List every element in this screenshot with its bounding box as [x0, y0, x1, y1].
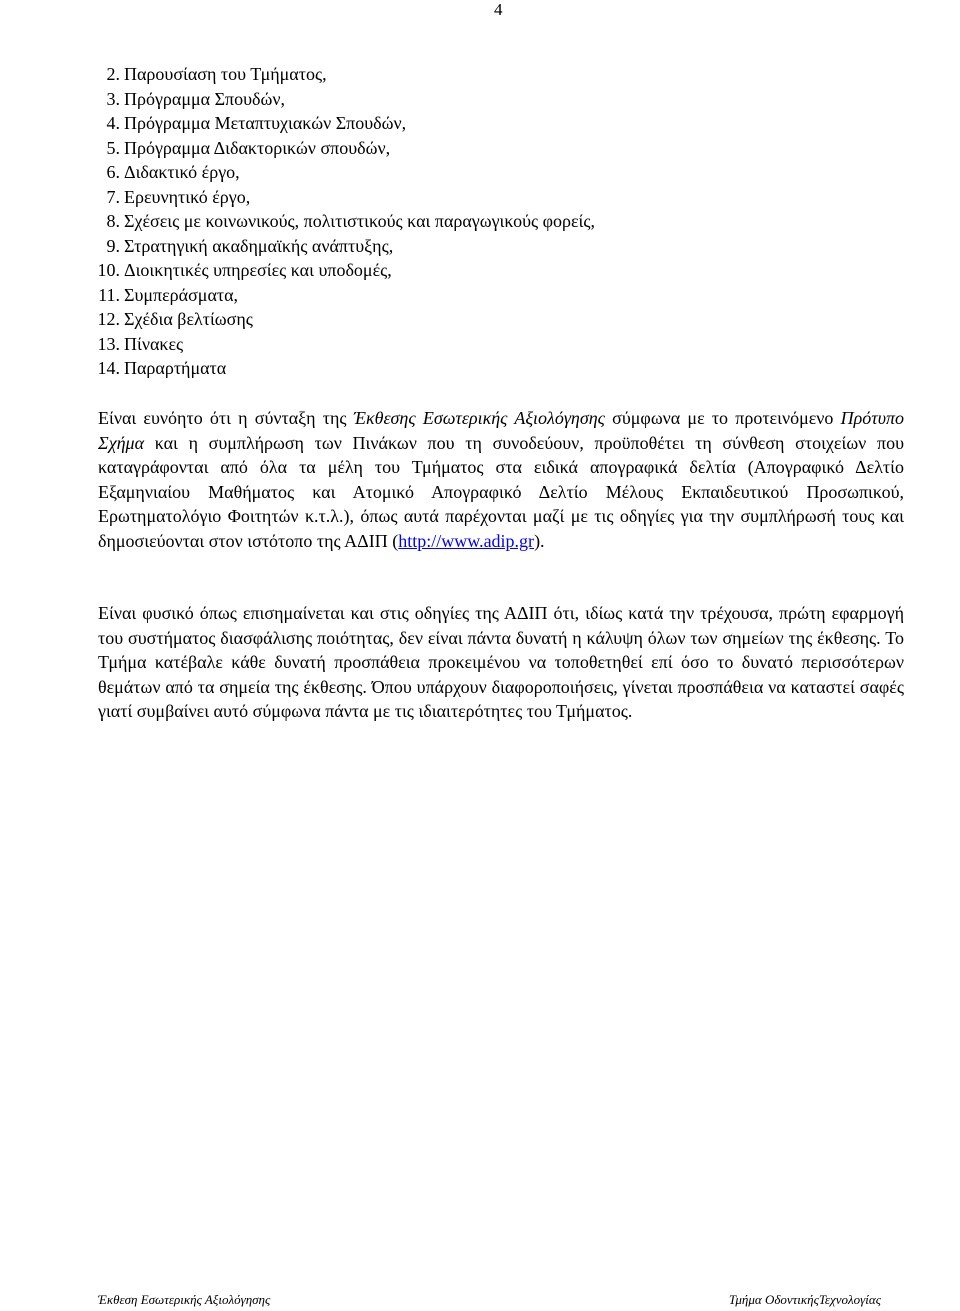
paragraph-text: Είναι ευνόητο ότι η σύνταξη της: [98, 408, 354, 428]
list-item: [0, 258, 595, 283]
list-item-number: 2.: [106, 64, 120, 84]
list-item-number: 3.: [106, 88, 120, 109]
paragraph-requirements: [98, 406, 904, 553]
list-item-label: Σχέσεις με κοινωνικούς, πολιτιστικούς και παραγωγικούς φορείς,: [124, 211, 596, 231]
list-item-label: Συμπεράσματα,: [124, 284, 239, 305]
list-item-number: 6.: [106, 162, 120, 182]
list-item-number: 10.: [97, 260, 120, 280]
list-item-label: Πρόγραμμα Διδακτορικών σπουδών,: [124, 137, 391, 158]
list-item: [0, 283, 595, 308]
list-item: [0, 62, 595, 87]
list-item-number: 5.: [106, 137, 120, 158]
list-item-label: Ερευνητικό έργο,: [124, 186, 251, 207]
list-item: [0, 332, 595, 357]
list-item-label: Διοικητικές υπηρεσίες και υποδομές,: [124, 260, 392, 280]
list-item-number: 11.: [98, 284, 120, 305]
report-title-emphasis: Έκθεσης Εσωτερικής Αξιολόγησης: [353, 408, 605, 428]
list-item-number: 8.: [106, 211, 120, 231]
list-item-number: 13.: [97, 333, 120, 354]
list-item: [0, 209, 595, 234]
paragraph-text: ).: [534, 530, 545, 551]
list-item-number: 14.: [97, 358, 120, 378]
list-item-label: Στρατηγική ακαδημαϊκής ανάπτυξης,: [124, 235, 394, 256]
list-item: [0, 111, 595, 136]
page-number: 4: [494, 0, 503, 19]
footer-department: Τμήμα ΟδοντικήςΤεχνολογίας: [728, 1292, 881, 1307]
list-item-label: Παρουσίαση του Τμήματος,: [124, 64, 327, 84]
list-item: [0, 160, 595, 185]
list-item: [0, 136, 595, 161]
paragraph-text: σύμφωνα με το προτεινόμενο: [604, 408, 841, 428]
adip-website-link[interactable]: http://www.adip.gr: [398, 530, 535, 551]
list-item-label: Διδακτικό έργο,: [124, 162, 240, 182]
list-item: [0, 87, 595, 112]
list-item-label: Σχέδια βελτίωσης: [124, 309, 253, 329]
list-item: [0, 356, 595, 381]
list-item-label: Πίνακες: [124, 333, 184, 354]
list-item: [0, 234, 595, 259]
footer-report-title: Έκθεση Εσωτερικής Αξιολόγησης: [98, 1292, 271, 1307]
paragraph-text: και η συμπλήρωση των Πινάκων που τη συνοδεύουν, προϋποθέτει τη σύνθεση στοιχείων που καταγράφονται από όλα τα μέλη του Τμήματος στα ειδικά απογραφικά δελτία (Απογραφικό Δελτίο Εξαμηνιαίου Μαθήματος και Ατομικό Απογραφικό Δελτίο Μέλους Εκπαιδευτικού Προσωπικού, Ερωτηματολόγιο Φοιτητών κ.τ.λ.), όπως αυτά παρέχονται μαζί με τις οδηγίες για την συμπλήρωσή τους και δημοσιεύονται στον ιστότοπο της ΑΔΙΠ (: [98, 432, 904, 551]
toc-list: [0, 62, 595, 381]
paragraph-coverage: Είναι φυσικό όπως επισημαίνεται και στις οδηγίες της ΑΔΙΠ ότι, ιδίως κατά την τρέχουσα, πρώτη εφαρμογή του συστήματος διασφάλισης ποιότητας, δεν είναι πάντα δυνατή η κάλυψη όλων των σημείων της έκθεσης. Το Τμήμα κατέβαλε κάθε δυνατή προσπάθεια προκειμένου να τοποθετηθεί επί όσο το δυνατό περισσότερων θεμάτων από τα σημεία της έκθεσης. Όπου υπάρχουν διαφοροποιήσεις, γίνεται προσπάθεια να καταστεί σαφές γιατί συμβαίνει αυτό σύμφωνα πάντα με τις ιδιαιτερότητες του Τμήματος.: [98, 603, 904, 721]
list-item-number: 12.: [97, 309, 120, 329]
list-item-number: 9.: [106, 235, 120, 256]
list-item: [0, 307, 595, 332]
template-emphasis: Πρότυπο Σχήμα: [98, 408, 904, 453]
list-item-label: Πρόγραμμα Μεταπτυχιακών Σπουδών,: [124, 113, 407, 133]
list-item: [0, 185, 595, 210]
list-item-number: 7.: [106, 186, 120, 207]
list-item-label: Παραρτήματα: [124, 358, 227, 378]
list-item-label: Πρόγραμμα Σπουδών,: [124, 88, 286, 109]
list-item-number: 4.: [106, 113, 120, 133]
